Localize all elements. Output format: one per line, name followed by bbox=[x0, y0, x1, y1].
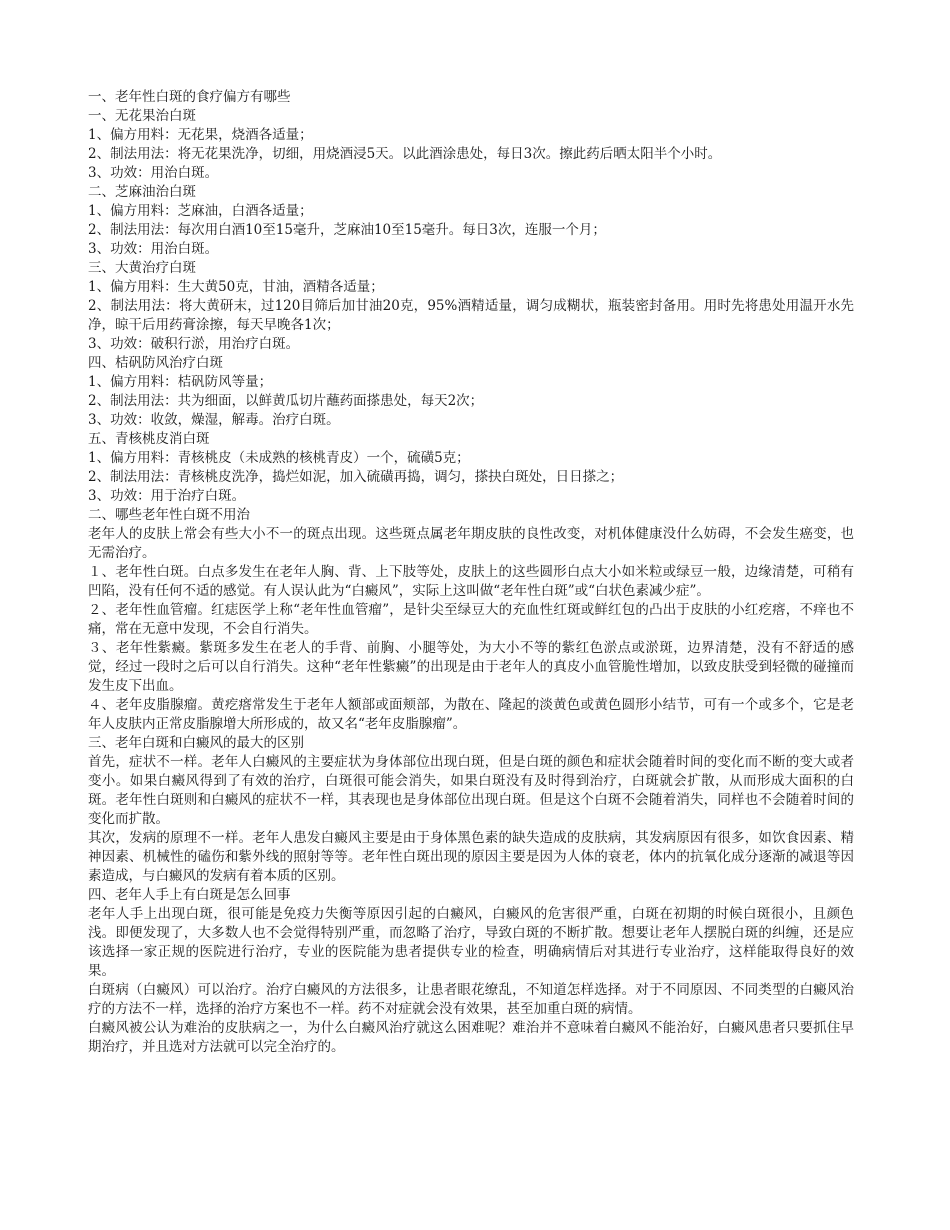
text-line: 3、功效：收敛，燥湿，解毒。治疗白斑。 bbox=[88, 412, 340, 428]
subheading: 四、桔矾防风治疗白斑 bbox=[88, 355, 223, 371]
text-line: 2、制法用法：将大黄研末，过120目筛后加甘油20克，95%酒精适量，调匀成糊状，瓶装密封备用。用时先将患处用温开水先净，晾干后用药膏涂擦，每天早晚各1次； bbox=[88, 298, 854, 333]
text-line: 1、偏方用料：无花果，烧酒各适量； bbox=[88, 127, 313, 143]
text-line: 1、偏方用料：芝麻油，白酒各适量； bbox=[88, 203, 313, 219]
text-line: 3、功效：用治白斑。 bbox=[88, 241, 219, 257]
text-line: 2、制法用法：青核桃皮洗净，捣烂如泥，加入硫磺再捣，调匀，搽抉白斑处，日日搽之； bbox=[88, 469, 624, 485]
paragraph: 白癜风被公认为难治的皮肤病之一，为什么白癜风治疗就这么困难呢？难治并不意味着白癜风不能治好，白癜风患者只要抓住早期治疗，并且选对方法就可以完全治疗的。 bbox=[88, 1020, 854, 1055]
paragraph: 白斑病（白癜风）可以治疗。治疗白癜风的方法很多，让患者眼花缭乱，不知道怎样选择。对于不同原因、不同类型的白癜风治疗的方法不一样，选择的治疗方案也不一样。药不对症就会没有效果，甚至加重白斑的病情。 bbox=[88, 982, 854, 1017]
text-line: 1、偏方用料：青核桃皮（未成熟的核桃青皮）一个，硫磺5克； bbox=[88, 450, 470, 466]
paragraph: 其次，发病的原理不一样。老年人患发白癜风主要是由于身体黑色素的缺失造成的皮肤病，其发病原因有很多，如饮食因素、精神因素、机械性的磕伤和紫外线的照射等等。老年性白斑出现的原因主要是因为人体的衰老，体内的抗氧化成分逐渐的减退等因素造成，与白癜风的发病有着本质的区别。 bbox=[88, 830, 854, 884]
text-line: 2、制法用法：每次用白酒10至15毫升，芝麻油10至15毫升。每日3次，连服一个月； bbox=[88, 222, 606, 238]
heading-section-2: 二、哪些老年性白斑不用治 bbox=[88, 507, 250, 523]
heading-section-1: 一、老年性白斑的食疗偏方有哪些 bbox=[88, 89, 291, 105]
text-line: 1、偏方用料：桔矾防风等量； bbox=[88, 374, 273, 390]
text-line: 3、功效：用治白斑。 bbox=[88, 165, 219, 181]
text-line: 2、制法用法：将无花果洗净，切细，用烧酒浸5天。以此酒涂患处，每日3次。擦此药后晒太阳半个小时。 bbox=[88, 146, 722, 162]
subheading: 一、无花果治白斑 bbox=[88, 108, 196, 124]
document-body bbox=[88, 88, 854, 1057]
paragraph: 首先，症状不一样。老年人白癜风的主要症状为身体部位出现白斑，但是白斑的颜色和症状会随着时间的变化而不断的变大或者变小。如果白癜风得到了有效的治疗，白斑很可能会消失，如果白斑没有及时得到治疗，白斑就会扩散，从而形成大面积的白斑。老年性白斑则和白癜风的症状不一样，其表现也是身体部位出现白斑。但是这个白斑不会随着消失，同样也不会随着时间的变化而扩散。 bbox=[88, 754, 854, 827]
paragraph: ４、老年皮脂腺瘤。黄疙瘩常发生于老年人额部或面颊部，为散在、隆起的淡黄色或黄色圆形小结节，可有一个或多个，它是老年人皮肤内正常皮脂腺增大所形成的，故又名“老年皮脂腺瘤”。 bbox=[88, 697, 854, 732]
heading-section-3: 三、老年白斑和白癜风的最大的区别 bbox=[88, 735, 304, 751]
paragraph: 老年人手上出现白斑，很可能是免疫力失衡等原因引起的白癜风，白癜风的危害很严重，白斑在初期的时候白斑很小，且颜色浅。即便发现了，大多数人也不会觉得特别严重，而忽略了治疗，导致白斑的不断扩散。想要让老年人摆脱白斑的纠缠，还是应该选择一家正规的医院进行治疗，专业的医院能为患者提供专业的检查，明确病情后对其进行专业治疗，这样能取得良好的效果。 bbox=[88, 906, 854, 979]
paragraph: １、老年性白斑。白点多发生在老年人胸、背、上下肢等处，皮肤上的这些圆形白点大小如米粒或绿豆一般，边缘清楚，可稍有凹陷，没有任何不适的感觉。有人误认此为“白癜风”，实际上这叫做“老年性白斑”或“白状色素减少症”。 bbox=[88, 564, 854, 599]
subheading: 三、大黄治疗白斑 bbox=[88, 260, 196, 276]
text-line: 1、偏方用料：生大黄50克，甘油，酒精各适量； bbox=[88, 279, 384, 295]
paragraph: ３、老年性紫癜。紫斑多发生在老人的手背、前胸、小腿等处，为大小不等的紫红色淤点或淤斑，边界清楚，没有不舒适的感觉，经过一段时之后可以自行消失。这种“老年性紫癜”的出现是由于老年人的真皮小血管脆性增加，以致皮肤受到轻微的碰撞而发生皮下出血。 bbox=[88, 640, 854, 694]
paragraph: 老年人的皮肤上常会有些大小不一的斑点出现。这些斑点属老年期皮肤的良性改变，对机体健康没什么妨碍，不会发生癌变，也无需治疗。 bbox=[88, 526, 854, 561]
subheading: 二、芝麻油治白斑 bbox=[88, 184, 196, 200]
paragraph: ２、老年性血管瘤。红痣医学上称“老年性血管瘤”，是针尖至绿豆大的充血性红斑或鲜红包的凸出于皮肤的小红疙瘩，不痒也不痛，常在无意中发现，不会自行消失。 bbox=[88, 602, 854, 637]
text-line: 3、功效：用于治疗白斑。 bbox=[88, 488, 246, 504]
subheading: 五、青核桃皮消白斑 bbox=[88, 431, 210, 447]
heading-section-4: 四、老年人手上有白斑是怎么回事 bbox=[88, 887, 291, 903]
text-line: 2、制法用法：共为细面，以鲜黄瓜切片蘸药面搽患处，每天2次； bbox=[88, 393, 484, 409]
text-line: 3、功效：破积行淤，用治疗白斑。 bbox=[88, 336, 300, 352]
